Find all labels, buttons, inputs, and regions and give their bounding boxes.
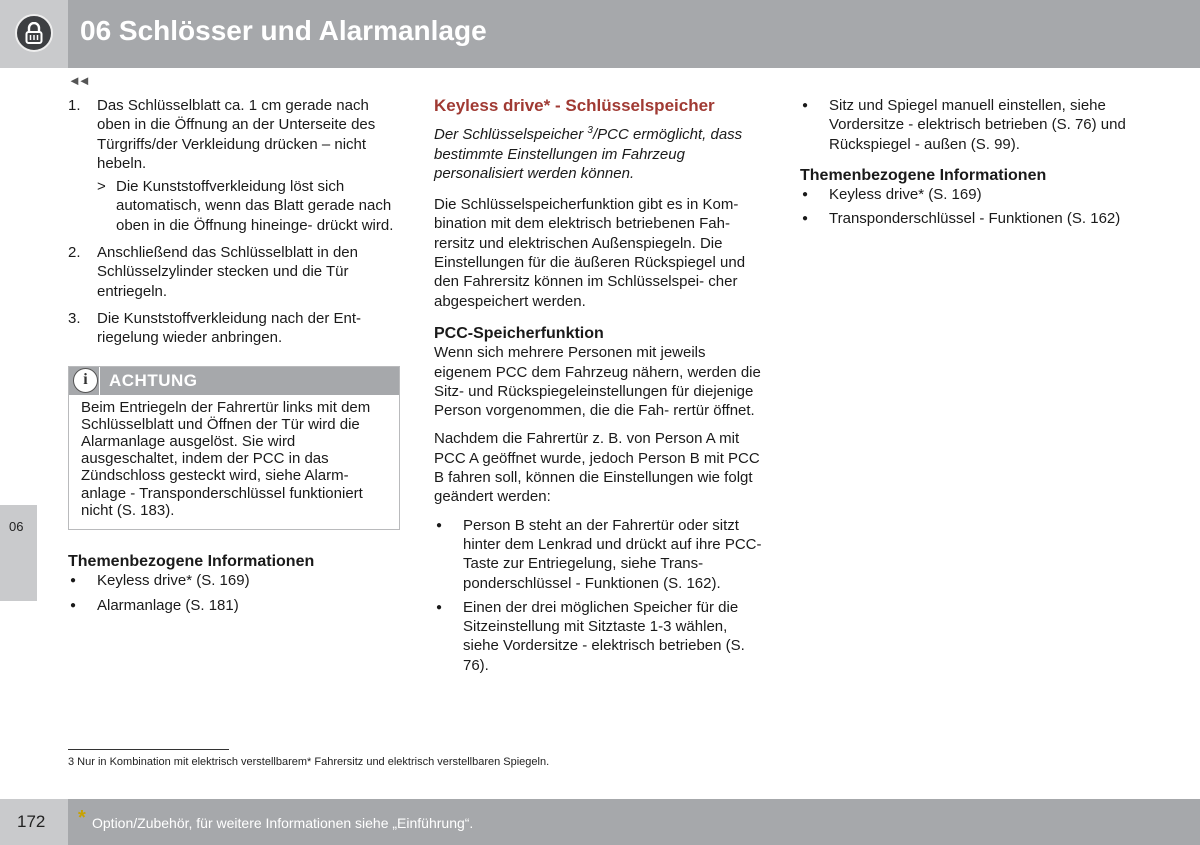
chapter-title: 06 Schlösser und Alarmanlage	[80, 15, 487, 46]
footnote: 3 Nur in Kombination mit elektrisch verstellbarem* Fahrersitz und elektrisch verstellbaren Spiegeln.	[68, 756, 550, 768]
side-tab-label: 06	[9, 519, 24, 534]
related-heading: Themenbezogene Informationen	[68, 552, 315, 570]
step-1	[68, 96, 400, 235]
chapter-icon-box	[0, 0, 68, 68]
step-result	[97, 177, 400, 235]
warning-divider	[99, 367, 100, 395]
step-3	[68, 309, 400, 348]
result-marker: >	[97, 178, 106, 196]
column-1	[68, 96, 400, 620]
result-text: Die Kunststoffverkleidung löst sich automatisch, wenn das Blatt gerade nach oben in die Öffnung hineinge- drückt wird.	[116, 178, 394, 234]
list-item: ● Person B steht an der Fahrertür oder sitzt hinter dem Lenkrad und drückt auf ihre PCC-Taste zur Entriegelung, siehe Trans- ponderschlüssel - Funktionen (S. 162).	[434, 516, 766, 593]
paragraph: Nachdem die Fahrertür z. B. von Person A mit PCC A geöffnet wurde, jedoch Person B mit PCC B fahren soll, können die Einstellungen wie folgt geändert werden:	[434, 430, 760, 506]
step-text: Die Kunststoffverkleidung nach der Ent- riegelung wieder anbringen.	[97, 309, 362, 347]
warning-box	[68, 366, 400, 530]
footnote-divider	[68, 749, 229, 750]
warning-header	[69, 367, 399, 395]
step-number: 3.	[68, 309, 81, 327]
star-icon: *	[78, 807, 86, 829]
list-item: ● Sitz und Spiegel manuell einstellen, siehe Vordersitze - elektrisch betrieben (S. 76) und Rückspiegel - außen (S. 99).	[800, 96, 1132, 154]
section-intro: Der Schlüsselspeicher $^3$/PCC ermöglicht, dass bestimmte Einstellungen im Fahrzeug personalisiert werden können.	[434, 125, 743, 182]
paragraph: Die Schlüsselspeicherfunktion gibt es in Kom- bination mit dem elektrisch betriebenen Fah- rersitz und elektrischen Außenspiegeln. Die Einstellungen für die äußeren Rückspiegel und den Fahrersitz können im Schlüsselspei- cher abgespeichert werden.	[434, 196, 746, 310]
related-link[interactable]: ● Transponderschlüssel - Funktionen (S. 162)	[800, 209, 1132, 228]
lock-icon	[15, 14, 53, 52]
footer-note: Option/Zubehör, für weitere Informationen siehe „Einführung“.	[92, 815, 474, 831]
column-3	[800, 96, 1132, 234]
back-arrows-icon[interactable]: ◄◄	[68, 73, 88, 88]
step-number: 2.	[68, 244, 81, 262]
warning-body: Beim Entriegeln der Fahrertür links mit dem Schlüsselblatt und Öffnen der Tür wird die Alarmanlage ausgelöst. Sie wird ausgeschaltet, indem der PCC in das Zündschloss gesteckt wird, siehe Alarm- anlage - Transponderschlüssel funktioniert nicht (S. 183).	[81, 398, 371, 519]
subheading: PCC-Speicherfunktion	[434, 324, 604, 342]
list-item: ● Einen der drei möglichen Speicher für die Sitzeinstellung mit Sitztaste 1-3 wählen, siehe Vordersitze - elektrisch betrieben (S. 76).	[434, 598, 766, 675]
step-text: Anschließend das Schlüsselblatt in den Schlüsselzylinder stecken und die Tür entriegeln.	[97, 244, 358, 300]
related-link[interactable]: ● Keyless drive* (S. 169)	[68, 571, 400, 590]
page-number: 172	[17, 812, 46, 831]
step-2	[68, 243, 400, 301]
related-link[interactable]: ● Alarmanlage (S. 181)	[68, 596, 400, 615]
section-heading: Keyless drive* - Schlüsselspeicher	[434, 96, 715, 115]
footer-bar	[68, 799, 1200, 845]
warning-title: ACHTUNG	[109, 370, 198, 390]
related-heading: Themenbezogene Informationen	[800, 166, 1047, 184]
step-number: 1.	[68, 97, 81, 114]
paragraph: Wenn sich mehrere Personen mit jeweils eigenem PCC dem Fahrzeug nähern, werden die Sitz- und Rückspiegeleinstellungen für diejenige Person vorgenommen, die die Fah- rertür öffnet.	[434, 344, 761, 420]
footnote-ref[interactable]: 3	[587, 125, 593, 137]
chapter-side-tab[interactable]	[0, 505, 37, 601]
info-icon: i	[73, 368, 98, 393]
column-2	[434, 96, 766, 680]
related-link[interactable]: ● Keyless drive* (S. 169)	[800, 185, 1132, 204]
step-text: Das Schlüsselblatt ca. 1 cm gerade nach oben in die Öffnung an der Unterseite des Türgriffs/der Verkleidung drücken – nicht hebeln.	[97, 97, 376, 172]
footer-page-box	[0, 799, 68, 845]
